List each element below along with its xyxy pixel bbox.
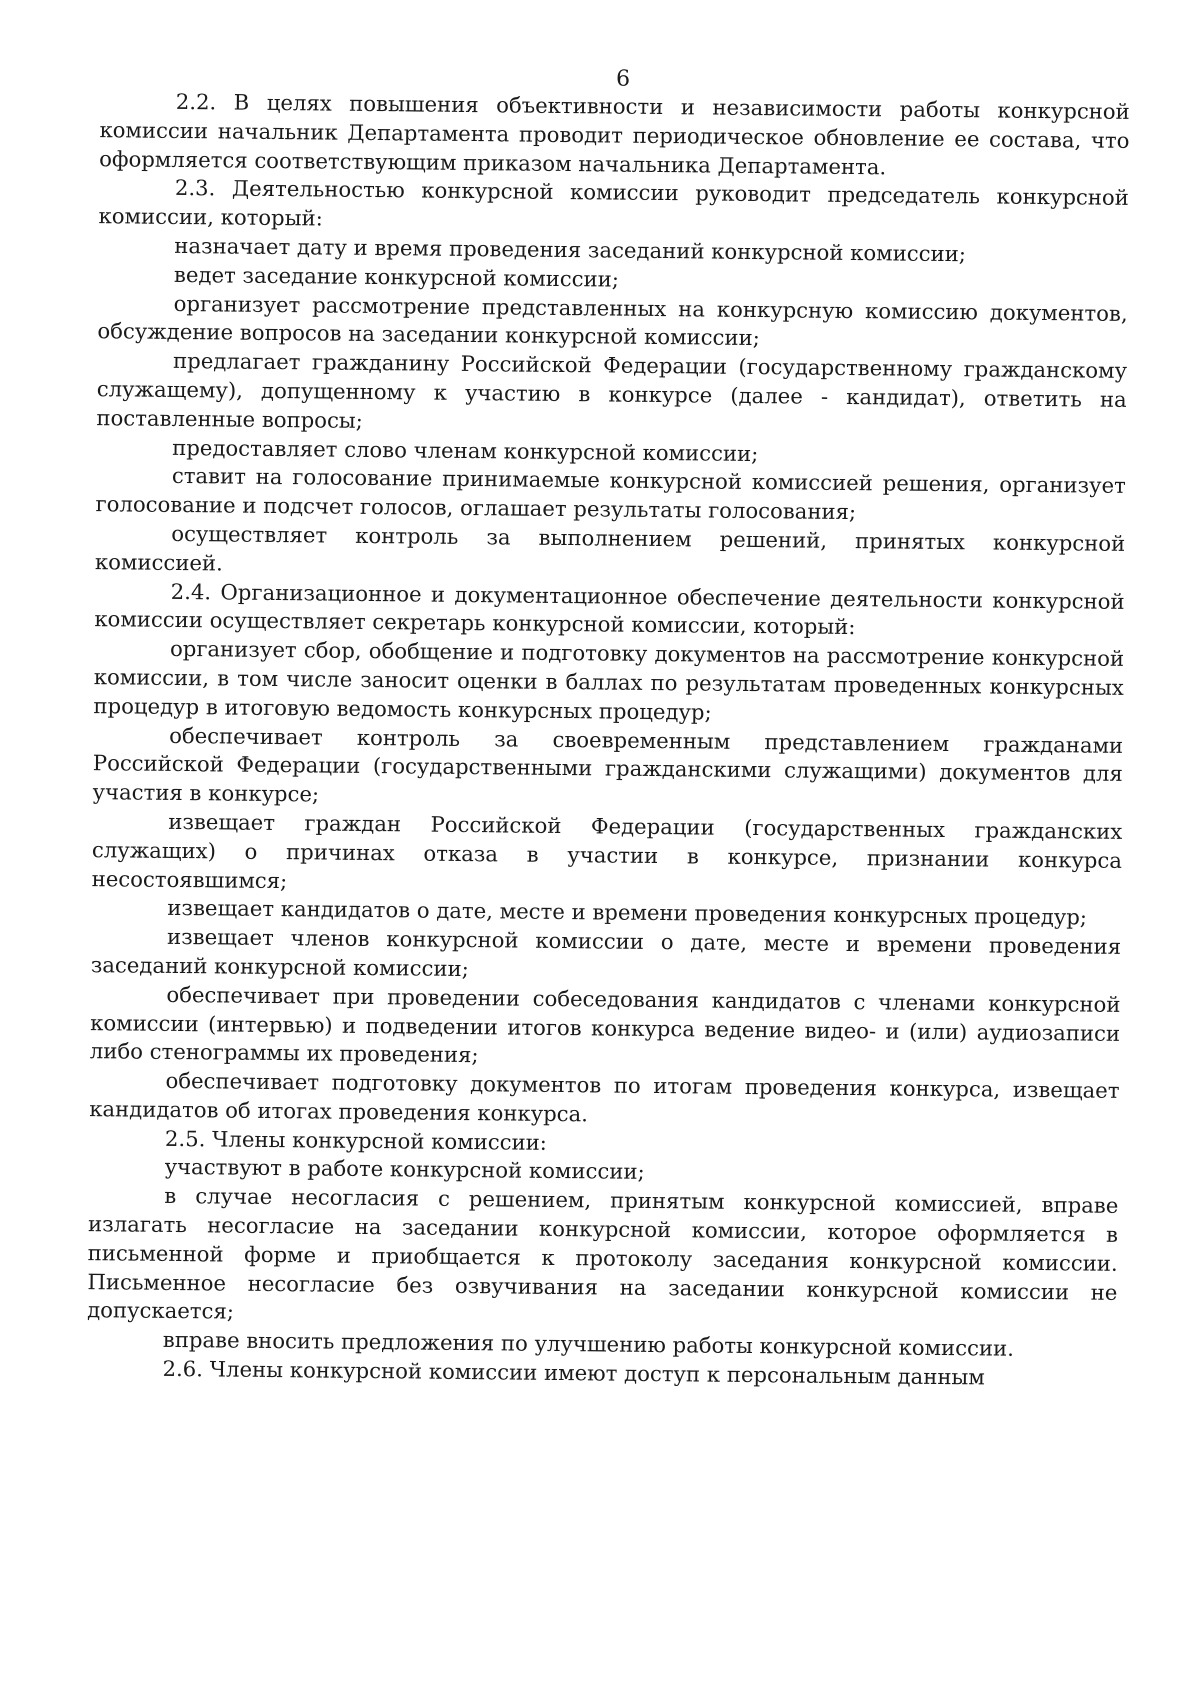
secretary-duty-item: обеспечивает контроль за своевременным представлением гражданами Российской Федерации (государственными гражданскими служащими) документов для участия в конкурсе; <box>92 722 1124 807</box>
member-right-item: участвуют в работе конкурсной комиссии; <box>164 1154 645 1185</box>
paragraph-2-6: 2.6. Члены конкурсной комиссии имеют доступ к персональным данным <box>162 1355 985 1390</box>
chairman-duty-item: назначает дату и время проведения заседаний конкурсной комиссии; <box>174 232 967 267</box>
member-right-item: в случае несогласия с решением, принятым конкурсной комиссией, вправе излагать несогласие на заседании конкурсной комиссии, которое оформляется в письменной форме и приобщается к протоколу заседания конкурсной комиссии. Письменное несогласие без озвучивания на заседании конкурсной комиссии не допускается; <box>87 1183 1119 1325</box>
chairman-duty-item: ставит на голосование принимаемые конкурсной комиссией решения, организует голосование и подсчет голосов, оглашает результаты голосования; <box>95 463 1126 525</box>
secretary-duty-item: извещает членов конкурсной комиссии о дате, месте и времени проведения заседаний конкурсной комиссии; <box>90 924 1122 981</box>
chairman-duty-item: осуществляет контроль за выполнением решений, принятых конкурсной комиссией. <box>94 520 1126 576</box>
paragraph-2-3: 2.3. Деятельностью конкурсной комиссии руководит председатель конкурсной комиссии, который: <box>98 175 1129 231</box>
paragraph-2-5: 2.5. Члены конкурсной комиссии: <box>164 1125 548 1155</box>
paragraph-2-4: 2.4. Организационное и документационное обеспечение деятельности конкурсной комиссии осуществляет секретарь конкурсной комиссии, который: <box>94 578 1125 640</box>
page-number: 6 <box>615 66 631 92</box>
secretary-duty-item: извещает кандидатов о дате, месте и времени проведения конкурсных процедур; <box>167 895 1088 930</box>
chairman-duty-item: организует рассмотрение представленных на конкурсную комиссию документов, обсуждение вопросов на заседании конкурсной комиссии; <box>97 290 1128 351</box>
member-right-item: вправе вносить предложения по улучшению работы конкурсной комиссии. <box>162 1327 1015 1362</box>
chairman-duty-item: предлагает гражданину Российской Федерации (государственному гражданскому служащему), допущенному к участию в конкурсе (далее - кандидат), ответить на поставленные вопросы; <box>96 348 1128 433</box>
chairman-duty-item: ведет заседание конкурсной комиссии; <box>173 261 620 292</box>
secretary-duty-item: обеспечивает подготовку документов по итогам проведения конкурса, извещает кандидатов об итогах проведения конкурса. <box>89 1067 1120 1127</box>
secretary-duty-item: извещает граждан Российской Федерации (государственных гражданских служащих) о причинах отказа в участии в конкурсе, признании конкурса несостоявшимся; <box>91 808 1123 893</box>
document-body <box>86 87 1130 1394</box>
secretary-duty-item: организует сбор, обобщение и подготовку документов на рассмотрение конкурсной комиссии, в том числе заносит оценки в баллах по результатам проведенных конкурсных процедур в итоговую ведомость конкурсных процедур; <box>93 636 1125 725</box>
chairman-duty-item: предоставляет слово членам конкурсной комиссии; <box>172 434 759 466</box>
paragraph-2-2: 2.2. В целях повышения объективности и независимости работы конкурсной комиссии начальник Департамента проводит периодическое обновление ее состава, что оформляется соответствующим приказом начальника Департамента. <box>99 88 1130 179</box>
secretary-duty-item: обеспечивает при проведении собеседования кандидатов с членами конкурсной комиссии (интервью) и подведении итогов конкурса ведение видео- и (или) аудиозаписи либо стенограммы их проведения; <box>89 981 1121 1068</box>
